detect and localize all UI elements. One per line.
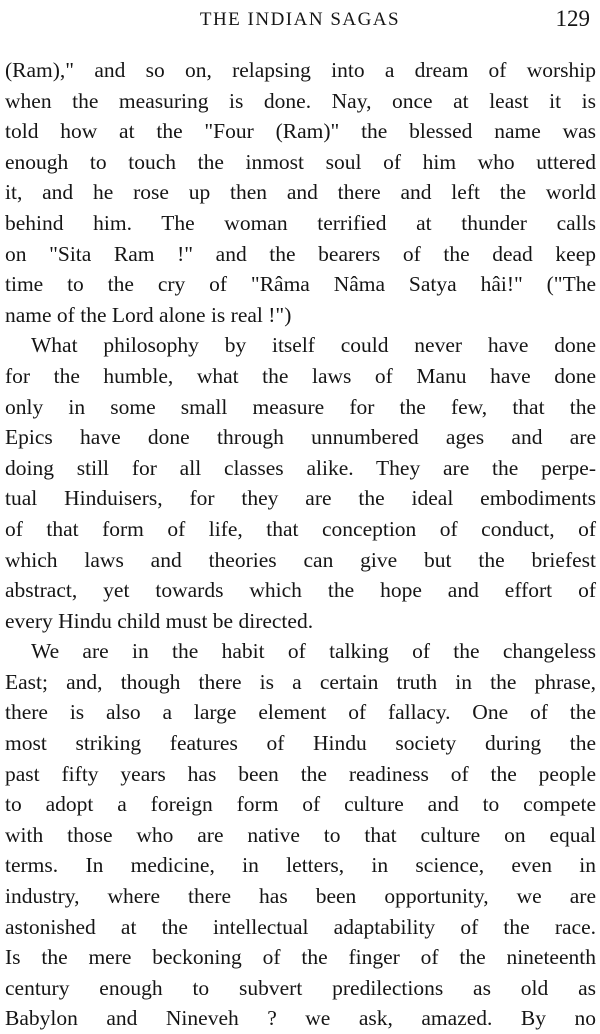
text-line: We are in the habit of talking of the changeless bbox=[31, 639, 596, 664]
paragraph-epics bbox=[5, 330, 596, 636]
text-line: industry, where there has been opportunity, we are bbox=[5, 884, 596, 909]
text-line: most striking features of Hindu society during the bbox=[5, 731, 596, 756]
text-line: on "Sita Ram !" and the bearers of the dead keep bbox=[5, 241, 596, 266]
text-line: to adopt a foreign form of culture and to compete bbox=[5, 792, 596, 817]
text-line: astonished at the intellectual adaptability of the race. bbox=[5, 914, 596, 939]
text-line: terms. In medicine, in letters, in science, even in bbox=[5, 853, 596, 878]
text-line: Is the mere beckoning of the finger of the nineteenth bbox=[5, 945, 596, 970]
text-line: What philosophy by itself could never have done bbox=[31, 333, 596, 358]
paragraph-changeless-east bbox=[5, 636, 596, 1034]
text-line: it, and he rose up then and there and left the world bbox=[5, 180, 596, 205]
page-number: 129 bbox=[555, 6, 590, 31]
text-line: name of the Lord alone is real !") bbox=[5, 302, 292, 327]
text-line: behind him. The woman terrified at thunder calls bbox=[5, 210, 596, 235]
text-line: time to the cry of "Râma Nâma Satya hâi!" ("The bbox=[5, 272, 596, 297]
text-line: enough to touch the inmost soul of him who uttered bbox=[5, 149, 596, 174]
text-line: past fifty years has been the readiness of the people bbox=[5, 761, 596, 786]
running-title: THE INDIAN SAGAS bbox=[199, 9, 401, 30]
text-line: only in some small measure for the few, that the bbox=[5, 394, 596, 419]
text-line: every Hindu child must be directed. bbox=[5, 608, 314, 633]
text-line: century enough to subvert predilections as old as bbox=[5, 975, 596, 1000]
text-line: when the measuring is done. Nay, once at least it is bbox=[5, 88, 596, 113]
text-line: for the humble, what the laws of Manu have done bbox=[5, 363, 596, 388]
running-head bbox=[0, 6, 600, 36]
text-line: of that form of life, that conception of conduct, of bbox=[5, 516, 596, 541]
text-line: East; and, though there is a certain truth in the phrase, bbox=[5, 669, 596, 694]
text-line: Babylon and Nineveh ? we ask, amazed. By no bbox=[5, 1006, 596, 1031]
text-line: with those who are native to that culture on equal bbox=[5, 822, 596, 847]
text-line: abstract, yet towards which the hope and effort of bbox=[5, 578, 596, 603]
text-line: which laws and theories can give but the briefest bbox=[5, 547, 596, 572]
paragraph-ram-worship bbox=[5, 55, 596, 330]
text-line: (Ram)," and so on, relapsing into a dream of worship bbox=[5, 58, 596, 82]
text-line: Epics have done through unnumbered ages and are bbox=[5, 425, 596, 450]
text-line: told how at the "Four (Ram)" the blessed name was bbox=[5, 119, 596, 144]
text-line: there is also a large element of fallacy. One of the bbox=[5, 700, 596, 725]
text-line: tual Hinduisers, for they are the ideal embodiments bbox=[5, 486, 596, 511]
body-text bbox=[5, 55, 596, 1034]
text-line: doing still for all classes alike. They are the perpe- bbox=[5, 455, 596, 480]
